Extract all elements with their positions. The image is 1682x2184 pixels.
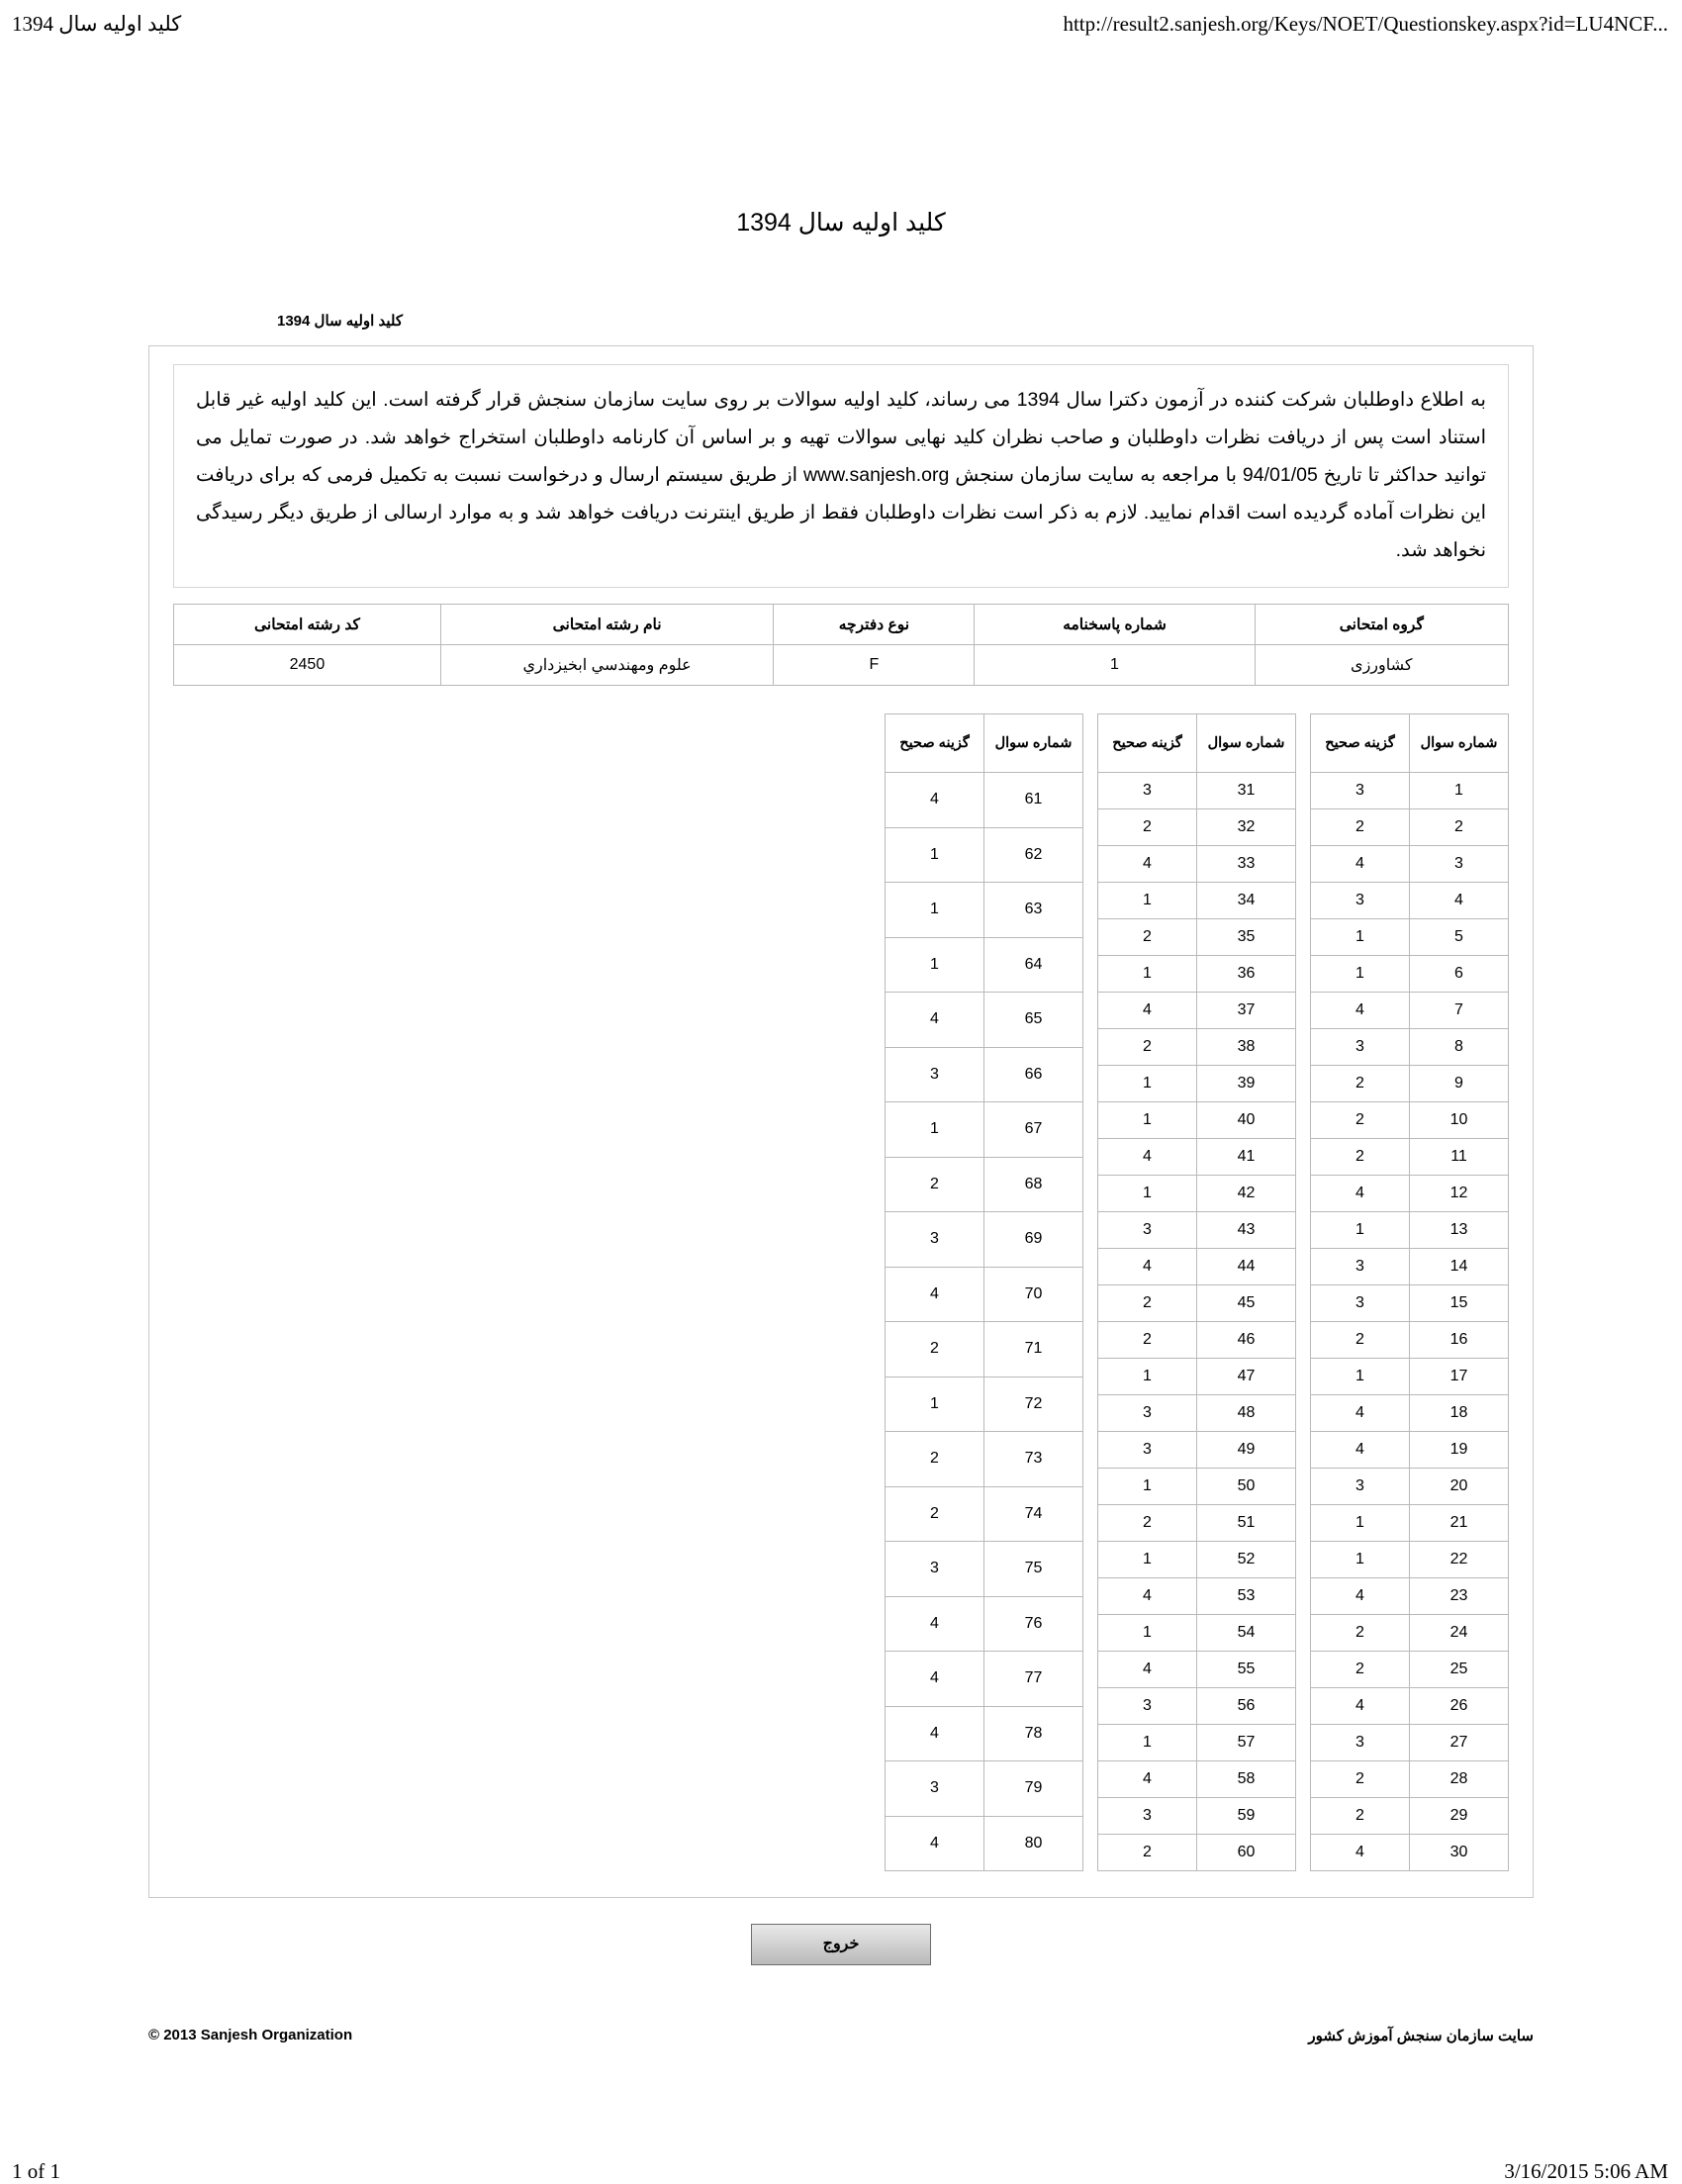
answer-key-row (1311, 773, 1509, 809)
correct-option: 2 (886, 1157, 984, 1212)
exit-row (148, 1924, 1534, 1965)
answer-key-row (1098, 1359, 1296, 1395)
correct-option: 1 (1311, 1212, 1410, 1249)
question-number: 77 (984, 1652, 1083, 1707)
answer-key-row (1311, 1066, 1509, 1102)
correct-option: 4 (1311, 1432, 1410, 1469)
question-number: 46 (1197, 1322, 1296, 1359)
answer-key-row (1311, 1139, 1509, 1176)
correct-option: 3 (1098, 1688, 1197, 1725)
question-number: 2 (1410, 809, 1509, 846)
question-number: 3 (1410, 846, 1509, 883)
answer-key-row (1098, 1652, 1296, 1688)
answer-key-row (1311, 1285, 1509, 1322)
question-number: 36 (1197, 956, 1296, 993)
info-header-booklet: نوع دفترچه (774, 605, 975, 645)
correct-option: 3 (1098, 1432, 1197, 1469)
question-number: 63 (984, 883, 1083, 938)
answer-key-row (1098, 919, 1296, 956)
answer-key-row (1098, 1798, 1296, 1835)
correct-option: 3 (886, 1761, 984, 1817)
question-number: 47 (1197, 1359, 1296, 1395)
answer-key-row (1098, 1395, 1296, 1432)
correct-option: 1 (886, 827, 984, 883)
answer-key-row (1311, 1578, 1509, 1615)
question-number: 32 (1197, 809, 1296, 846)
page-content (0, 59, 1682, 2056)
question-number: 37 (1197, 993, 1296, 1029)
answer-key-row (886, 1596, 1083, 1652)
answer-key-row (1311, 1688, 1509, 1725)
question-number: 16 (1410, 1322, 1509, 1359)
info-value-group: کشاورزی (1255, 645, 1508, 686)
answer-key-row (1311, 956, 1509, 993)
question-number: 9 (1410, 1066, 1509, 1102)
answer-key-row (1098, 1615, 1296, 1652)
correct-option: 2 (1311, 1139, 1410, 1176)
answer-key-row (886, 1432, 1083, 1487)
correct-option: 4 (886, 1706, 984, 1761)
answer-key-row (886, 1652, 1083, 1707)
question-number: 52 (1197, 1542, 1296, 1578)
answer-key-row (886, 1102, 1083, 1158)
answer-key-row (1311, 1322, 1509, 1359)
question-number: 43 (1197, 1212, 1296, 1249)
answer-key-header-row (1098, 714, 1296, 773)
answer-key-row (1098, 846, 1296, 883)
question-number: 75 (984, 1542, 1083, 1597)
answer-key-header-option: گزینه صحیح (1098, 714, 1197, 773)
correct-option: 3 (1311, 1285, 1410, 1322)
question-number: 23 (1410, 1578, 1509, 1615)
question-number: 35 (1197, 919, 1296, 956)
correct-option: 1 (1311, 956, 1410, 993)
answer-key-header-option: گزینه صحیح (886, 714, 984, 773)
correct-option: 2 (1311, 1615, 1410, 1652)
correct-option: 3 (1311, 773, 1410, 809)
question-number: 68 (984, 1157, 1083, 1212)
correct-option: 4 (1098, 1139, 1197, 1176)
correct-option: 2 (1098, 1285, 1197, 1322)
correct-option: 2 (1311, 1066, 1410, 1102)
question-number: 73 (984, 1432, 1083, 1487)
correct-option: 4 (1098, 993, 1197, 1029)
correct-option: 4 (1098, 1761, 1197, 1798)
correct-option: 3 (1098, 1798, 1197, 1835)
correct-option: 4 (1311, 1835, 1410, 1871)
info-value-answersheet: 1 (975, 645, 1255, 686)
answer-key-row (1098, 1505, 1296, 1542)
info-header-field-code: کد رشته امتحانی (174, 605, 441, 645)
question-number: 6 (1410, 956, 1509, 993)
answer-key-row (886, 1212, 1083, 1268)
answer-key-row (1098, 1322, 1296, 1359)
answer-key-columns (173, 713, 1509, 1871)
answer-key-row (886, 1322, 1083, 1377)
question-number: 78 (984, 1706, 1083, 1761)
answer-key-row (886, 1816, 1083, 1871)
question-number: 44 (1197, 1249, 1296, 1285)
info-header-answersheet: شماره پاسخنامه (975, 605, 1255, 645)
correct-option: 1 (886, 1102, 984, 1158)
answer-key-row (1098, 883, 1296, 919)
correct-option: 1 (1098, 956, 1197, 993)
answer-key-row (886, 773, 1083, 828)
answer-key-row (1098, 1725, 1296, 1761)
answer-key-row (1311, 1029, 1509, 1066)
answer-key-row (886, 1267, 1083, 1322)
question-number: 15 (1410, 1285, 1509, 1322)
correct-option: 1 (886, 883, 984, 938)
print-header-url: http://result2.sanjesh.org/Keys/NOET/Questionskey.aspx?id=LU4NCF... (1063, 12, 1668, 36)
correct-option: 4 (1311, 993, 1410, 1029)
correct-option: 2 (1098, 1835, 1197, 1871)
answer-key-row (1098, 1176, 1296, 1212)
correct-option: 2 (1098, 1029, 1197, 1066)
question-number: 18 (1410, 1395, 1509, 1432)
question-number: 10 (1410, 1102, 1509, 1139)
question-number: 57 (1197, 1725, 1296, 1761)
correct-option: 3 (1098, 1212, 1197, 1249)
question-number: 53 (1197, 1578, 1296, 1615)
question-number: 59 (1197, 1798, 1296, 1835)
print-footer-pagenum: 1 of 1 (12, 2159, 60, 2183)
question-number: 31 (1197, 773, 1296, 809)
answer-key-row (886, 937, 1083, 993)
correct-option: 4 (886, 1596, 984, 1652)
answer-key-row (1311, 1102, 1509, 1139)
correct-option: 1 (1098, 1102, 1197, 1139)
answer-key-row (1098, 956, 1296, 993)
question-number: 79 (984, 1761, 1083, 1817)
answer-key-header-row (886, 714, 1083, 773)
correct-option: 4 (1311, 846, 1410, 883)
answer-key-row (1311, 1176, 1509, 1212)
question-number: 71 (984, 1322, 1083, 1377)
question-number: 65 (984, 993, 1083, 1048)
exam-info-row (174, 645, 1509, 686)
answer-key-table-2 (1097, 713, 1296, 1871)
exit-button[interactable]: خروج (751, 1924, 931, 1965)
answer-key-row (1098, 1835, 1296, 1871)
question-number: 42 (1197, 1176, 1296, 1212)
correct-option: 2 (1311, 1652, 1410, 1688)
answer-key-row (1311, 883, 1509, 919)
question-number: 50 (1197, 1469, 1296, 1505)
question-number: 14 (1410, 1249, 1509, 1285)
correct-option: 2 (886, 1322, 984, 1377)
question-number: 60 (1197, 1835, 1296, 1871)
answer-key-row (1311, 1725, 1509, 1761)
question-number: 72 (984, 1377, 1083, 1432)
question-number: 8 (1410, 1029, 1509, 1066)
answer-key-table-1 (1310, 713, 1509, 1871)
answer-key-row (1098, 1578, 1296, 1615)
answer-key-row (886, 1761, 1083, 1817)
correct-option: 4 (1098, 846, 1197, 883)
question-number: 80 (984, 1816, 1083, 1871)
correct-option: 4 (886, 993, 984, 1048)
answer-key-row (1098, 1469, 1296, 1505)
answer-key-row (1311, 809, 1509, 846)
question-number: 5 (1410, 919, 1509, 956)
correct-option: 3 (1098, 1395, 1197, 1432)
correct-option: 4 (1098, 1249, 1197, 1285)
question-number: 22 (1410, 1542, 1509, 1578)
answer-key-row (1098, 1212, 1296, 1249)
correct-option: 4 (886, 1652, 984, 1707)
answer-key-row (1098, 1249, 1296, 1285)
answer-key-header-question: شماره سوال (1410, 714, 1509, 773)
correct-option: 3 (1311, 1029, 1410, 1066)
print-header (0, 8, 1682, 47)
correct-option: 1 (1311, 1542, 1410, 1578)
correct-option: 3 (1311, 883, 1410, 919)
question-number: 39 (1197, 1066, 1296, 1102)
correct-option: 2 (1311, 1102, 1410, 1139)
question-number: 26 (1410, 1688, 1509, 1725)
correct-option: 4 (886, 1267, 984, 1322)
question-number: 45 (1197, 1285, 1296, 1322)
question-number: 28 (1410, 1761, 1509, 1798)
correct-option: 1 (1098, 1725, 1197, 1761)
question-number: 7 (1410, 993, 1509, 1029)
question-number: 4 (1410, 883, 1509, 919)
question-number: 40 (1197, 1102, 1296, 1139)
answer-key-row (1311, 1469, 1509, 1505)
correct-option: 2 (1098, 809, 1197, 846)
correct-option: 2 (1311, 1798, 1410, 1835)
question-number: 64 (984, 937, 1083, 993)
question-number: 58 (1197, 1761, 1296, 1798)
answer-key-header-question: شماره سوال (984, 714, 1083, 773)
exam-info-table (173, 604, 1509, 686)
answer-key-row (886, 1486, 1083, 1542)
answer-key-row (1311, 1835, 1509, 1871)
correct-option: 3 (1098, 773, 1197, 809)
answer-key-row (1311, 1249, 1509, 1285)
answer-key-row (1098, 1029, 1296, 1066)
correct-option: 1 (1311, 1359, 1410, 1395)
correct-option: 3 (1311, 1469, 1410, 1505)
correct-option: 2 (1098, 1322, 1197, 1359)
question-number: 1 (1410, 773, 1509, 809)
correct-option: 3 (886, 1047, 984, 1102)
correct-option: 4 (1098, 1652, 1197, 1688)
info-value-field-code: 2450 (174, 645, 441, 686)
footer-copyright: © 2013 Sanjesh Organization (148, 2027, 353, 2044)
answer-key-row (1098, 1139, 1296, 1176)
answer-key-header-question: شماره سوال (1197, 714, 1296, 773)
answer-key-header-option: گزینه صحیح (1311, 714, 1410, 773)
question-number: 12 (1410, 1176, 1509, 1212)
answer-key-row (1311, 1761, 1509, 1798)
answer-key-row (1098, 1542, 1296, 1578)
answer-key-row (886, 1706, 1083, 1761)
content-frame (148, 345, 1534, 1898)
correct-option: 2 (1311, 1322, 1410, 1359)
question-number: 69 (984, 1212, 1083, 1268)
question-number: 76 (984, 1596, 1083, 1652)
question-number: 66 (984, 1047, 1083, 1102)
answer-key-row (1311, 1798, 1509, 1835)
correct-option: 2 (886, 1432, 984, 1487)
answer-key-row (1311, 1542, 1509, 1578)
answer-key-row (886, 993, 1083, 1048)
question-number: 33 (1197, 846, 1296, 883)
correct-option: 4 (1311, 1395, 1410, 1432)
correct-option: 3 (1311, 1725, 1410, 1761)
answer-key-row (1311, 1212, 1509, 1249)
info-header-group: گروه امتحانی (1255, 605, 1508, 645)
answer-key-row (1098, 1102, 1296, 1139)
correct-option: 4 (886, 773, 984, 828)
correct-option: 1 (886, 937, 984, 993)
question-number: 56 (1197, 1688, 1296, 1725)
info-value-field-name: علوم ومهندسي ابخيزداري (440, 645, 774, 686)
question-number: 17 (1410, 1359, 1509, 1395)
correct-option: 3 (886, 1542, 984, 1597)
page-title: کلید اولیه سال 1394 (736, 209, 946, 237)
answer-key-row (886, 883, 1083, 938)
correct-option: 1 (1098, 1176, 1197, 1212)
question-number: 24 (1410, 1615, 1509, 1652)
correct-option: 1 (1311, 919, 1410, 956)
question-number: 21 (1410, 1505, 1509, 1542)
print-header-title: کلید اولیه سال 1394 (12, 12, 182, 36)
question-number: 19 (1410, 1432, 1509, 1469)
correct-option: 4 (886, 1816, 984, 1871)
question-number: 13 (1410, 1212, 1509, 1249)
question-number: 49 (1197, 1432, 1296, 1469)
correct-option: 1 (1098, 1066, 1197, 1102)
answer-key-row (886, 827, 1083, 883)
correct-option: 1 (1098, 1469, 1197, 1505)
question-number: 62 (984, 827, 1083, 883)
correct-option: 2 (886, 1486, 984, 1542)
question-number: 55 (1197, 1652, 1296, 1688)
question-number: 29 (1410, 1798, 1509, 1835)
exam-info-header-row (174, 605, 1509, 645)
notice-text: به اطلاع داوطلبان شرکت کننده در آزمون دکترا سال 1394 می رساند، کلید اولیه سوالات بر روی سایت سازمان سنجش قرار گرفته است. این کلید اولیه غیر قابل استناد است پس از دریافت نظرات داوطلبان و صاحب نظران کلید نهایی سوالات تهیه و بر اساس آن کارنامه داوطلبان استخراج خواهد شد. در صورت تمایل می توانید حداکثر تا تاریخ 94/01/05 با مراجعه به سایت سازمان سنجش www.sanjesh.org از طریق سیستم ارسال و درخواست نسبت به تکمیل فرمی که برای دریافت این نظرات آماده گردیده است اقدام نمایید. لازم به ذکر است نظرات داوطلبان فقط از طریق اینترنت دریافت خواهد شد و به موارد ارسالی از طریق دیگر رسیدگی نخواهد شد. (173, 364, 1509, 588)
correct-option: 1 (1098, 883, 1197, 919)
question-number: 51 (1197, 1505, 1296, 1542)
correct-option: 3 (1311, 1249, 1410, 1285)
correct-option: 4 (1311, 1578, 1410, 1615)
answer-key-row (886, 1542, 1083, 1597)
page-footer (148, 2027, 1534, 2056)
answer-key-row (886, 1047, 1083, 1102)
footer-organization-fa: سایت سازمان سنجش آموزش کشور (1308, 2028, 1534, 2045)
answer-key-row (1098, 773, 1296, 809)
question-number: 41 (1197, 1139, 1296, 1176)
answer-key-table-3 (885, 713, 1083, 1871)
question-number: 74 (984, 1486, 1083, 1542)
correct-option: 1 (1098, 1542, 1197, 1578)
answer-key-row (1098, 1285, 1296, 1322)
answer-key-row (1098, 993, 1296, 1029)
correct-option: 3 (886, 1212, 984, 1268)
correct-option: 1 (1098, 1359, 1197, 1395)
answer-key-row (1098, 809, 1296, 846)
answer-key-row (1311, 1359, 1509, 1395)
info-header-field-name: نام رشته امتحانی (440, 605, 774, 645)
question-number: 34 (1197, 883, 1296, 919)
question-number: 38 (1197, 1029, 1296, 1066)
question-number: 67 (984, 1102, 1083, 1158)
answer-key-row (1311, 993, 1509, 1029)
answer-key-row (1311, 919, 1509, 956)
page-subtitle: کلید اولیه سال 1394 (277, 313, 403, 330)
correct-option: 1 (886, 1377, 984, 1432)
answer-key-row (1311, 1652, 1509, 1688)
answer-key-row (1311, 846, 1509, 883)
question-number: 61 (984, 773, 1083, 828)
question-number: 25 (1410, 1652, 1509, 1688)
correct-option: 1 (1098, 1615, 1197, 1652)
answer-key-row (1311, 1432, 1509, 1469)
question-number: 30 (1410, 1835, 1509, 1871)
answer-key-row (886, 1377, 1083, 1432)
correct-option: 2 (1098, 1505, 1197, 1542)
question-number: 11 (1410, 1139, 1509, 1176)
correct-option: 2 (1311, 809, 1410, 846)
answer-key-row (1098, 1432, 1296, 1469)
answer-key-row (1311, 1505, 1509, 1542)
correct-option: 4 (1311, 1688, 1410, 1725)
answer-key-row (1098, 1688, 1296, 1725)
answer-key-row (1311, 1395, 1509, 1432)
answer-key-row (1098, 1761, 1296, 1798)
question-number: 20 (1410, 1469, 1509, 1505)
correct-option: 4 (1311, 1176, 1410, 1212)
correct-option: 2 (1311, 1761, 1410, 1798)
info-value-booklet: F (774, 645, 975, 686)
answer-key-row (1098, 1066, 1296, 1102)
question-number: 27 (1410, 1725, 1509, 1761)
question-number: 48 (1197, 1395, 1296, 1432)
answer-key-row (886, 1157, 1083, 1212)
correct-option: 1 (1311, 1505, 1410, 1542)
answer-key-header-row (1311, 714, 1509, 773)
correct-option: 4 (1098, 1578, 1197, 1615)
correct-option: 2 (1098, 919, 1197, 956)
answer-key-row (1311, 1615, 1509, 1652)
question-number: 54 (1197, 1615, 1296, 1652)
question-number: 70 (984, 1267, 1083, 1322)
print-footer-timestamp: 3/16/2015 5:06 AM (1504, 2159, 1668, 2183)
